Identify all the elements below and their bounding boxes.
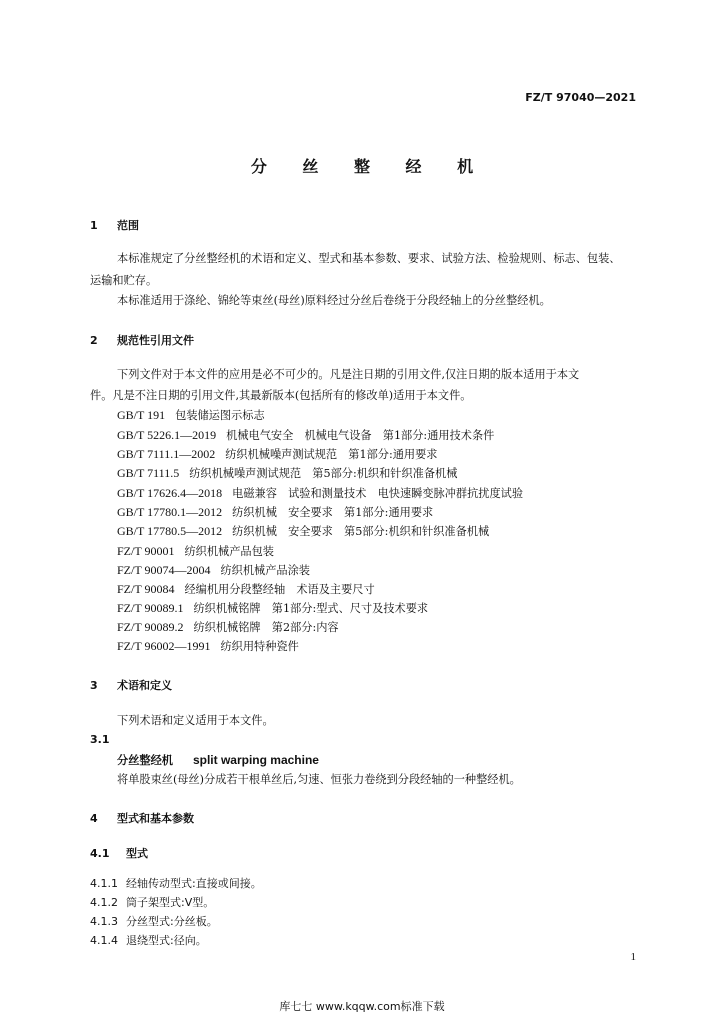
paragraph: 下列术语和定义适用于本文件。 [117, 714, 274, 727]
section-number: 3 [90, 679, 98, 692]
clause-item [90, 932, 207, 948]
term-entry [117, 752, 319, 768]
reference-item [117, 581, 375, 597]
reference-item [117, 407, 265, 423]
reference-item [117, 600, 428, 616]
reference-code: FZ/T 90074—2004 [117, 563, 211, 577]
reference-title: 纺织机械噪声测试规范 第1部分:通用要求 [225, 448, 438, 461]
reference-title: 纺织机械 安全要求 第5部分:机织和针织准备机械 [232, 525, 490, 538]
clause-number: 4.1.2 [90, 896, 118, 909]
reference-item [117, 523, 489, 539]
reference-code: GB/T 17780.1—2012 [117, 505, 223, 519]
clause-item [90, 875, 262, 891]
reference-item [117, 465, 457, 481]
reference-item [117, 562, 310, 578]
clause-number: 4.1.3 [90, 915, 118, 928]
reference-item [117, 638, 299, 654]
paragraph: 运输和贮存。 [90, 274, 158, 287]
footer-watermark: 库七七 www.kqqw.com标准下载 [279, 1000, 445, 1013]
paragraph: 本标准适用于涤纶、锦纶等束丝(母丝)原料经过分丝后卷绕于分段经轴上的分丝整经机。 [117, 294, 551, 307]
reference-item [117, 446, 438, 462]
section-title: 术语和定义 [117, 679, 172, 692]
clause-item [90, 894, 214, 910]
subsection-number: 3.1 [90, 733, 110, 746]
clause-text: 筒子架型式:V型。 [126, 896, 215, 909]
reference-title: 纺织机械产品涂装 [220, 564, 310, 577]
reference-title: 纺织用特种瓷件 [220, 640, 299, 653]
section-number: 4 [90, 812, 98, 825]
page-number: 1 [630, 951, 636, 963]
reference-title: 纺织机械铭牌 第1部分:型式、尺寸及技术要求 [193, 602, 429, 615]
reference-code: FZ/T 90001 [117, 544, 175, 558]
reference-code: GB/T 5226.1—2019 [117, 428, 217, 442]
reference-code: GB/T 17626.4—2018 [117, 486, 223, 500]
section-4-heading [90, 810, 194, 826]
clause-text: 分丝型式:分丝板。 [126, 915, 218, 928]
subsection-number: 4.1 [90, 847, 110, 860]
reference-title: 纺织机械铭牌 第2部分:内容 [193, 621, 339, 634]
reference-title: 纺织机械噪声测试规范 第5部分:机织和针织准备机械 [189, 467, 458, 480]
clause-text: 经轴传动型式:直接或间接。 [126, 877, 262, 890]
term-english: split warping machine [192, 753, 319, 767]
term-chinese: 分丝整经机 [117, 753, 173, 767]
reference-code: GB/T 191 [117, 408, 166, 422]
reference-code: FZ/T 90084 [117, 582, 175, 596]
reference-title: 包装储运图示标志 [175, 409, 265, 422]
section-title: 规范性引用文件 [117, 334, 194, 347]
reference-title: 经编机用分段整经轴 术语及主要尺寸 [184, 583, 375, 596]
reference-item [117, 619, 339, 635]
reference-title: 机械电气安全 机械电气设备 第1部分:通用技术条件 [226, 429, 495, 442]
term-definition: 将单股束丝(母丝)分成若干根单丝后,匀速、恒张力卷绕到分段经轴的一种整经机。 [117, 773, 521, 786]
subsection-4-1-heading [90, 845, 148, 861]
paragraph: 本标准规定了分丝整经机的术语和定义、型式和基本参数、要求、试验方法、检验规则、标志、包装、 [117, 252, 621, 265]
reference-title: 纺织机械 安全要求 第1部分:通用要求 [232, 506, 434, 519]
standard-number: FZ/T 97040—2021 [525, 91, 636, 104]
page-title: 分 丝 整 经 机 [250, 157, 489, 176]
clause-number: 4.1.1 [90, 877, 118, 890]
section-number: 2 [90, 334, 98, 347]
reference-title: 纺织机械产品包装 [184, 545, 274, 558]
section-3-heading [90, 677, 172, 693]
section-2-heading [90, 332, 194, 348]
reference-code: GB/T 17780.5—2012 [117, 524, 223, 538]
reference-code: FZ/T 90089.2 [117, 620, 184, 634]
paragraph: 件。凡是不注日期的引用文件,其最新版本(包括所有的修改单)适用于本文件。 [90, 389, 472, 402]
clause-item [90, 913, 218, 929]
section-title: 型式和基本参数 [117, 812, 194, 825]
subsection-title: 型式 [126, 847, 148, 860]
section-title: 范围 [117, 219, 139, 232]
paragraph: 下列文件对于本文件的应用是必不可少的。凡是注日期的引用文件,仅注日期的版本适用于本文 [117, 368, 580, 381]
clause-number: 4.1.4 [90, 934, 118, 947]
section-1-heading [90, 217, 139, 233]
reference-item [117, 504, 433, 520]
reference-code: GB/T 7111.1—2002 [117, 447, 216, 461]
reference-code: FZ/T 96002—1991 [117, 639, 211, 653]
reference-item [117, 427, 494, 443]
reference-code: GB/T 7111.5 [117, 466, 180, 480]
reference-code: FZ/T 90089.1 [117, 601, 184, 615]
reference-item [117, 485, 523, 501]
reference-title: 电磁兼容 试验和测量技术 电快速瞬变脉冲群抗扰度试验 [232, 487, 524, 500]
section-number: 1 [90, 219, 98, 232]
clause-text: 退绕型式:径向。 [126, 934, 207, 947]
reference-item [117, 543, 274, 559]
